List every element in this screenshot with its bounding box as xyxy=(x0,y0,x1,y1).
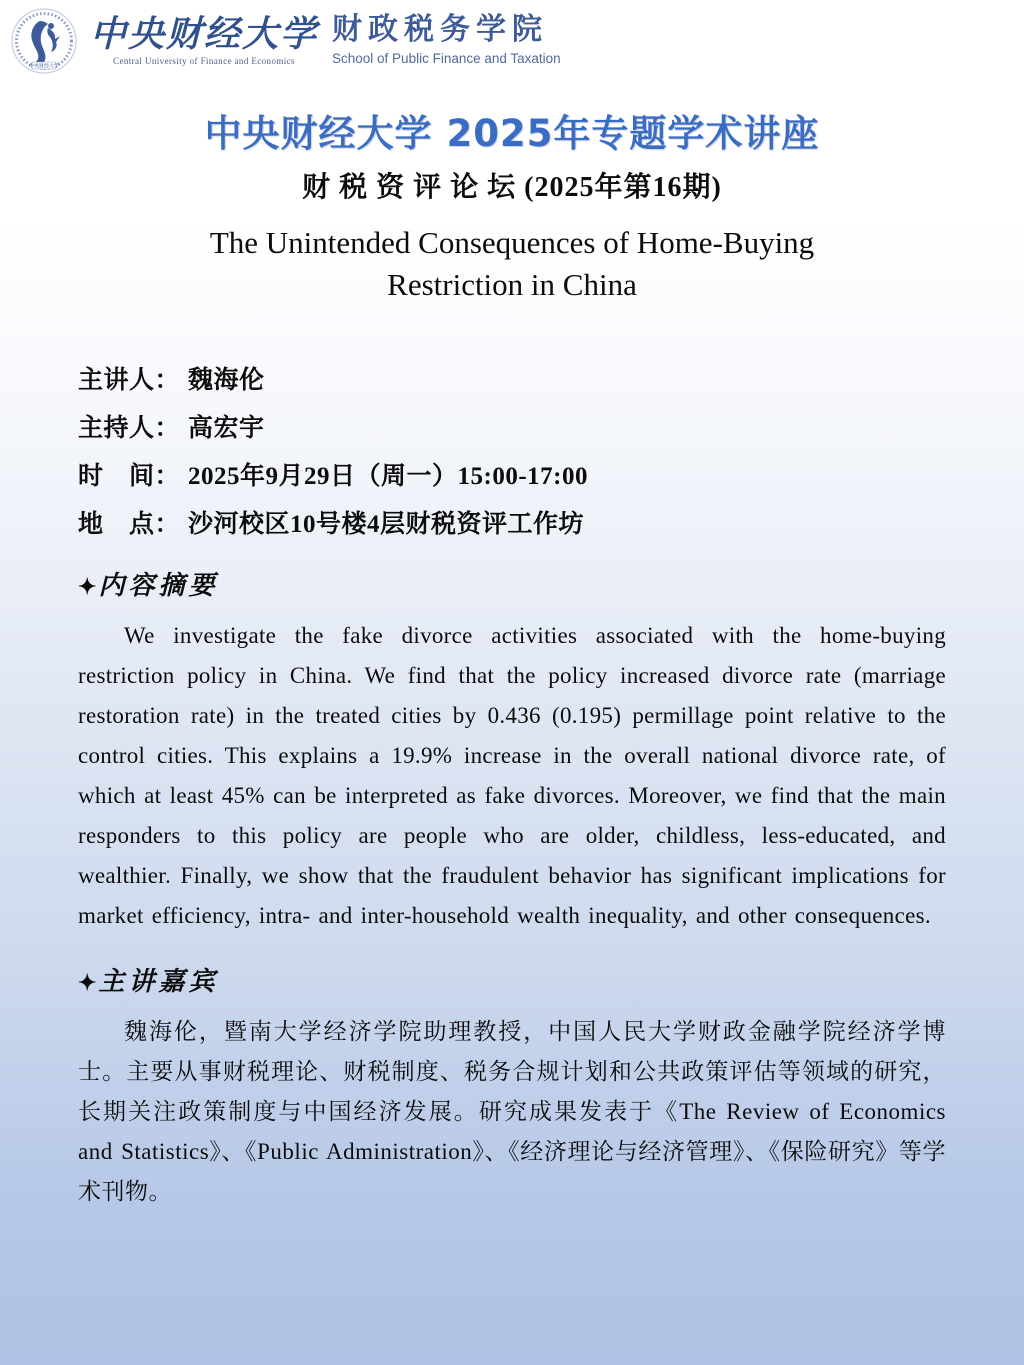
time-value: 2025年9月29日（周一）15:00-17:00 xyxy=(188,463,588,490)
speaker-value: 魏海伦 xyxy=(188,367,265,394)
time-row xyxy=(78,462,946,492)
location-value: 沙河校区10号楼4层财税资评工作坊 xyxy=(188,511,585,538)
page-header xyxy=(0,0,1024,86)
poster-body xyxy=(0,112,1024,1212)
host-value: 高宏宇 xyxy=(188,415,265,442)
speaker-bio-heading-text: 主讲嘉宾 xyxy=(98,967,219,996)
talk-title-line2: Restriction in China xyxy=(387,267,637,302)
talk-title-line1: The Unintended Consequences of Home-Buying xyxy=(209,225,815,260)
speaker-row xyxy=(78,366,946,396)
forum-subtitle: 财 税 资 评 论 坛 (2025年第16期) xyxy=(302,172,722,203)
location-row xyxy=(78,510,946,540)
university-name-en: Central University of Finance and Economics xyxy=(113,56,295,66)
diamond-bullet-icon: ✦ xyxy=(78,574,97,599)
university-name-cn: 中央财经大学 xyxy=(90,13,319,55)
speaker-bio-heading xyxy=(78,966,946,999)
series-title: 中央财经大学 2025年专题学术讲座 xyxy=(204,112,820,155)
host-label: 主持人： xyxy=(78,415,181,442)
svg-text:中央财经大学: 中央财经大学 xyxy=(28,63,60,70)
time-label: 时 间： xyxy=(78,463,181,490)
event-info xyxy=(78,366,946,540)
abstract-heading xyxy=(78,570,946,603)
school-brand xyxy=(332,12,561,66)
abstract-text: We investigate the fake divorce activities associated with the home-buying restriction policy in China. We find that the policy increased divorce rate (marriage restoration rate) in the treated cities by 0.436 (0.195) permillage point relative to the control cities. This explains a 19.9% increase in the overall national divorce rate, of which at least 45% can be interpreted as fake divorces. Moreover, we find that the main responders to this policy are people who are older, childless, less-educated, and wealthier. Finally, we show that the fraudulent behavior has significant implications for market efficiency, intra- and inter-household wealth inequality, and other consequences. xyxy=(78,623,946,928)
university-seal-logo xyxy=(8,6,80,76)
host-row xyxy=(78,414,946,444)
abstract-heading-text: 内容摘要 xyxy=(98,571,219,600)
school-name-en: School of Public Finance and Taxation xyxy=(332,51,561,66)
university-brand xyxy=(90,14,318,66)
speaker-bio-text: 魏海伦，暨南大学经济学院助理教授，中国人民大学财政金融学院经济学博士。主要从事财税理论、财税制度、税务合规计划和公共政策评估等领域的研究，长期关注政策制度与中国经济发展。研究成果发表于《The Review of Economics and Statistics》、《Public Administration》、《经济理论与经济管理》、《保险研究》等学术刊物。 xyxy=(78,1019,946,1204)
diamond-bullet-icon: ✦ xyxy=(78,970,97,995)
speaker-label: 主讲人： xyxy=(78,367,181,394)
school-name-cn: 财政税务学院 xyxy=(332,13,549,46)
talk-title xyxy=(78,222,946,306)
location-label: 地 点： xyxy=(78,511,181,538)
